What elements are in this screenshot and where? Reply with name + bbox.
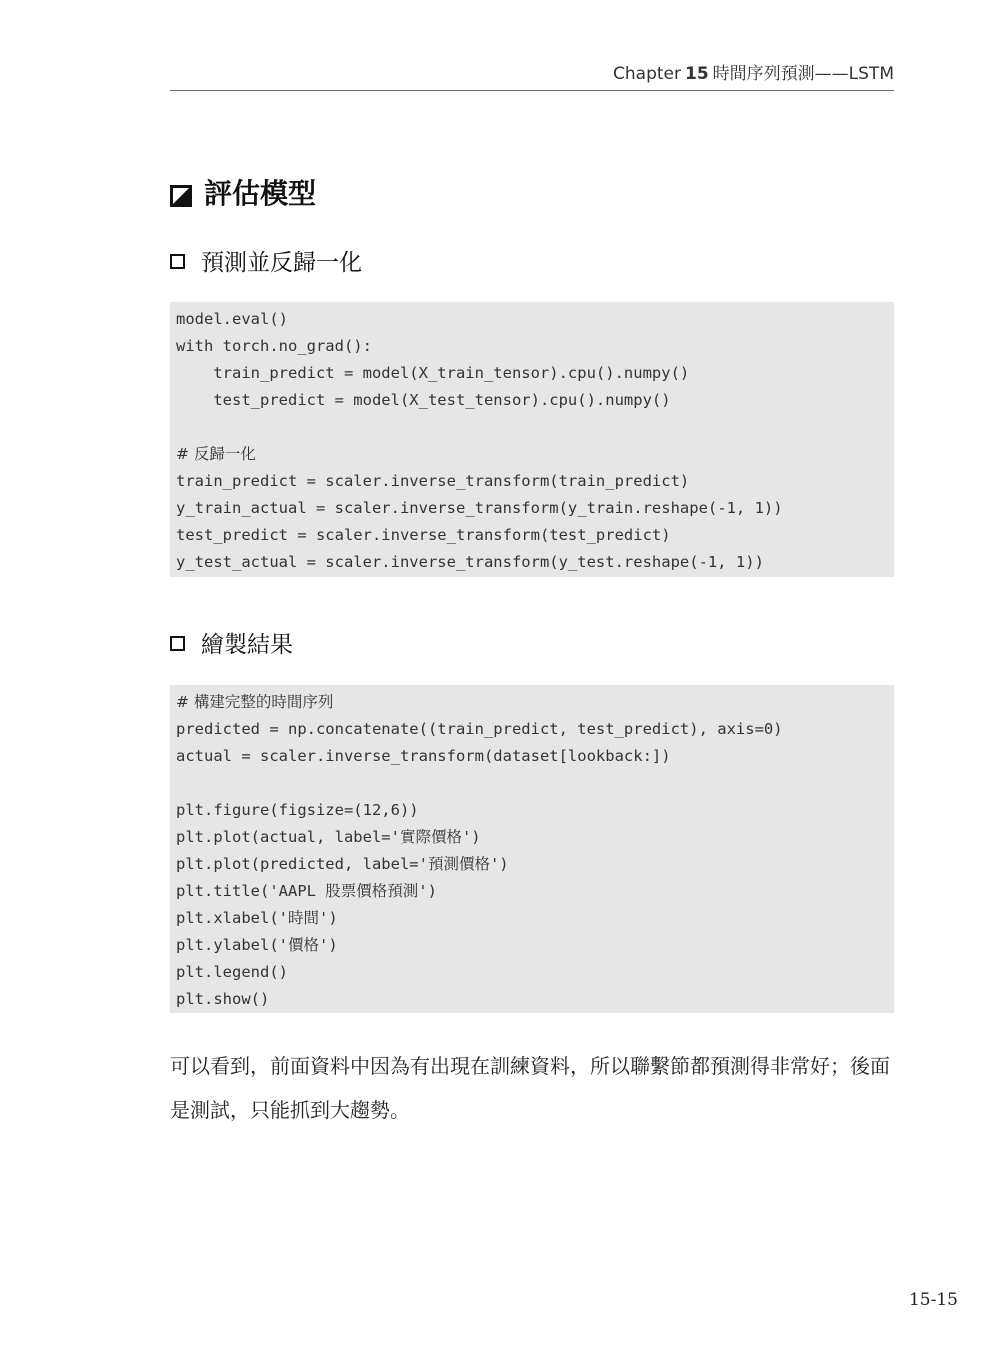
code-line [176,770,894,797]
chapter-title: 時間序列預測——LSTM [712,64,894,84]
code-line: # 構建完整的時間序列 [176,693,334,711]
subsection-title-1: 預測並反歸一化 [201,249,362,276]
code-line [176,414,894,441]
code-line: y_test_actual = scaler.inverse_transform(y_test.reshape(-1, 1)) [176,553,764,571]
code-line: test_predict = scaler.inverse_transform(test_predict) [176,526,671,544]
code-line: predicted = np.concatenate((train_predict, test_predict), axis=0) [176,720,783,738]
code-line: actual = scaler.inverse_transform(dataset[lookback:]) [176,747,671,765]
code-line: plt.figure(figsize=(12,6)) [176,801,419,819]
code-line: plt.legend() [176,963,288,981]
chapter-label: Chapter [613,64,681,84]
code-line: plt.ylabel('價格') [176,936,338,954]
running-header [170,60,894,91]
code-line: plt.xlabel('時間') [176,909,338,927]
code-line: plt.plot(predicted, label='預測價格') [176,855,509,873]
subsection-heading-2 [170,624,293,660]
code-line: with torch.no_grad(): [176,337,372,355]
code-block-plot [170,685,894,1013]
code-line: train_predict = model(X_train_tensor).cpu().numpy() [176,364,690,382]
checkbox-bullet-icon [170,636,185,651]
page-number: 15-15 [908,1290,958,1310]
code-line: plt.show() [176,990,270,1008]
code-line: # 反歸一化 [176,445,256,463]
code-line: plt.title('AAPL 股票價格預測') [176,882,437,900]
code-line: y_train_actual = scaler.inverse_transform(y_train.reshape(-1, 1)) [176,499,783,517]
body-paragraph: 可以看到，前面資料中因為有出現在訓練資料，所以聯繫節都預測得非常好；後面是測試，只能抓到大趨勢。 [170,1054,890,1122]
code-line: model.eval() [176,310,288,328]
chapter-number: 15 [685,64,709,84]
section-title: 評估模型 [204,177,317,210]
section-heading [170,170,316,214]
checkbox-bullet-icon [170,254,185,269]
code-line: train_predict = scaler.inverse_transform(train_predict) [176,472,690,490]
code-line: plt.plot(actual, label='實際價格') [176,828,481,846]
subsection-title-2: 繪製結果 [201,631,293,658]
code-line: test_predict = model(X_test_tensor).cpu().numpy() [176,391,671,409]
section-marker-icon [170,181,192,203]
code-block-predict [170,302,894,577]
subsection-heading-1 [170,242,362,278]
